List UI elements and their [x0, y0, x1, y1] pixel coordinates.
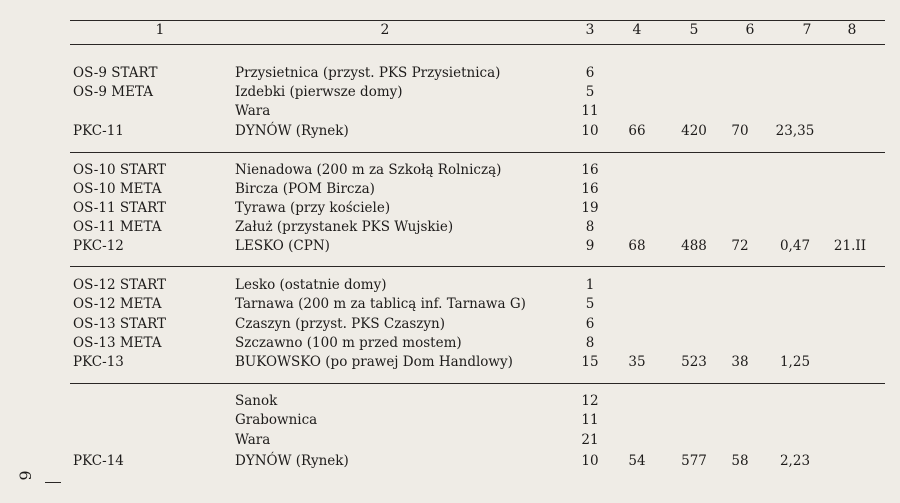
table-row: [0, 161, 900, 180]
cell-c2: Załuż (przystanek PKS Wujskie): [235, 219, 454, 235]
table-row: [0, 237, 900, 256]
cell-c7: 23,35: [775, 123, 815, 139]
cell-c1: OS-11 META: [73, 219, 162, 235]
cell-c1: OS-12 META: [73, 296, 162, 312]
header-col-6: 6: [745, 22, 755, 38]
cell-c5: 488: [681, 238, 707, 254]
table-row: [0, 411, 900, 430]
cell-c3: 8: [585, 219, 595, 235]
cell-c1: OS-12 START: [73, 277, 167, 293]
table-row: [0, 452, 900, 471]
header-col-7: 7: [802, 22, 812, 38]
cell-c2: Bircza (POM Bircza): [235, 181, 375, 197]
cell-c3: 11: [581, 412, 599, 428]
table-row: [0, 295, 900, 314]
cell-c3: 5: [585, 84, 595, 100]
cell-c2: Grabownica: [235, 412, 318, 428]
table-row: [0, 218, 900, 237]
table-row: [0, 102, 900, 121]
cell-c6: 58: [731, 453, 749, 469]
cell-c1: PKC-12: [73, 238, 124, 254]
cell-c2: Wara: [235, 432, 271, 448]
cell-c3: 12: [581, 393, 599, 409]
cell-c3: 1: [585, 277, 595, 293]
header-col-5: 5: [689, 22, 699, 38]
cell-c1: PKC-14: [73, 453, 124, 469]
table-row: [0, 276, 900, 295]
cell-c1: OS-13 START: [73, 316, 167, 332]
header-col-8: 8: [847, 22, 857, 38]
cell-c2: Szczawno (100 m przed mostem): [235, 335, 462, 351]
section-divider: [70, 266, 885, 267]
section-divider: [70, 383, 885, 384]
page-number: 6: [15, 470, 35, 481]
cell-c2: Lesko (ostatnie domy): [235, 277, 387, 293]
cell-c2: Nienadowa (200 m za Szkołą Rolniczą): [235, 162, 502, 178]
cell-c2: DYNÓW (Rynek): [235, 123, 349, 139]
cell-c7: 2,23: [779, 453, 811, 469]
table-row: [0, 64, 900, 83]
cell-c5: 523: [681, 354, 707, 370]
cell-c1: OS-13 META: [73, 335, 162, 351]
cell-c1: OS-11 START: [73, 200, 167, 216]
cell-c3: 10: [581, 453, 599, 469]
cell-c5: 577: [681, 453, 707, 469]
cell-c4: 54: [628, 453, 646, 469]
table-row: [0, 431, 900, 450]
cell-c1: PKC-13: [73, 354, 124, 370]
cell-c3: 9: [585, 238, 595, 254]
cell-c2: DYNÓW (Rynek): [235, 453, 349, 469]
header-col-3: 3: [585, 22, 595, 38]
table-row: [0, 180, 900, 199]
table-row: [0, 353, 900, 372]
cell-c7: 1,25: [779, 354, 811, 370]
table-row: [0, 334, 900, 353]
cell-c1: OS-9 META: [73, 84, 153, 100]
cell-c4: 66: [628, 123, 646, 139]
cell-c3: 5: [585, 296, 595, 312]
cell-c5: 420: [681, 123, 707, 139]
cell-c8: 21.II: [833, 238, 867, 254]
cell-c2: Tyrawa (przy kościele): [235, 200, 391, 216]
section-divider: [70, 152, 885, 153]
table-row: [0, 122, 900, 141]
cell-c3: 11: [581, 103, 599, 119]
cell-c4: 68: [628, 238, 646, 254]
cell-c7: 0,47: [779, 238, 811, 254]
cell-c1: OS-10 START: [73, 162, 167, 178]
cell-c2: Wara: [235, 103, 271, 119]
page-number-rule: [45, 482, 61, 483]
cell-c2: LESKO (CPN): [235, 238, 330, 254]
cell-c3: 15: [581, 354, 599, 370]
table-row: [0, 83, 900, 102]
cell-c3: 10: [581, 123, 599, 139]
header-bottom-rule: [70, 44, 885, 45]
cell-c4: 35: [628, 354, 646, 370]
cell-c6: 70: [731, 123, 749, 139]
cell-c3: 16: [581, 162, 599, 178]
cell-c3: 19: [581, 200, 599, 216]
header-col-2: 2: [380, 22, 390, 38]
cell-c1: OS-10 META: [73, 181, 162, 197]
cell-c3: 6: [585, 65, 595, 81]
cell-c2: Izdebki (pierwsze domy): [235, 84, 403, 100]
header-col-4: 4: [632, 22, 642, 38]
cell-c6: 38: [731, 354, 749, 370]
cell-c2: Tarnawa (200 m za tablicą inf. Tarnawa G): [235, 296, 526, 312]
cell-c1: OS-9 START: [73, 65, 158, 81]
cell-c2: Czaszyn (przyst. PKS Czaszyn): [235, 316, 446, 332]
cell-c2: Przysietnica (przyst. PKS Przysietnica): [235, 65, 501, 81]
cell-c3: 8: [585, 335, 595, 351]
header-col-1: 1: [155, 22, 165, 38]
cell-c3: 16: [581, 181, 599, 197]
table-row: [0, 199, 900, 218]
cell-c2: BUKOWSKO (po prawej Dom Handlowy): [235, 354, 513, 370]
cell-c3: 6: [585, 316, 595, 332]
table-top-rule: [70, 20, 885, 21]
table-row: [0, 315, 900, 334]
cell-c3: 21: [581, 432, 599, 448]
cell-c2: Sanok: [235, 393, 278, 409]
cell-c6: 72: [731, 238, 749, 254]
table-row: [0, 392, 900, 411]
cell-c1: PKC-11: [73, 123, 124, 139]
